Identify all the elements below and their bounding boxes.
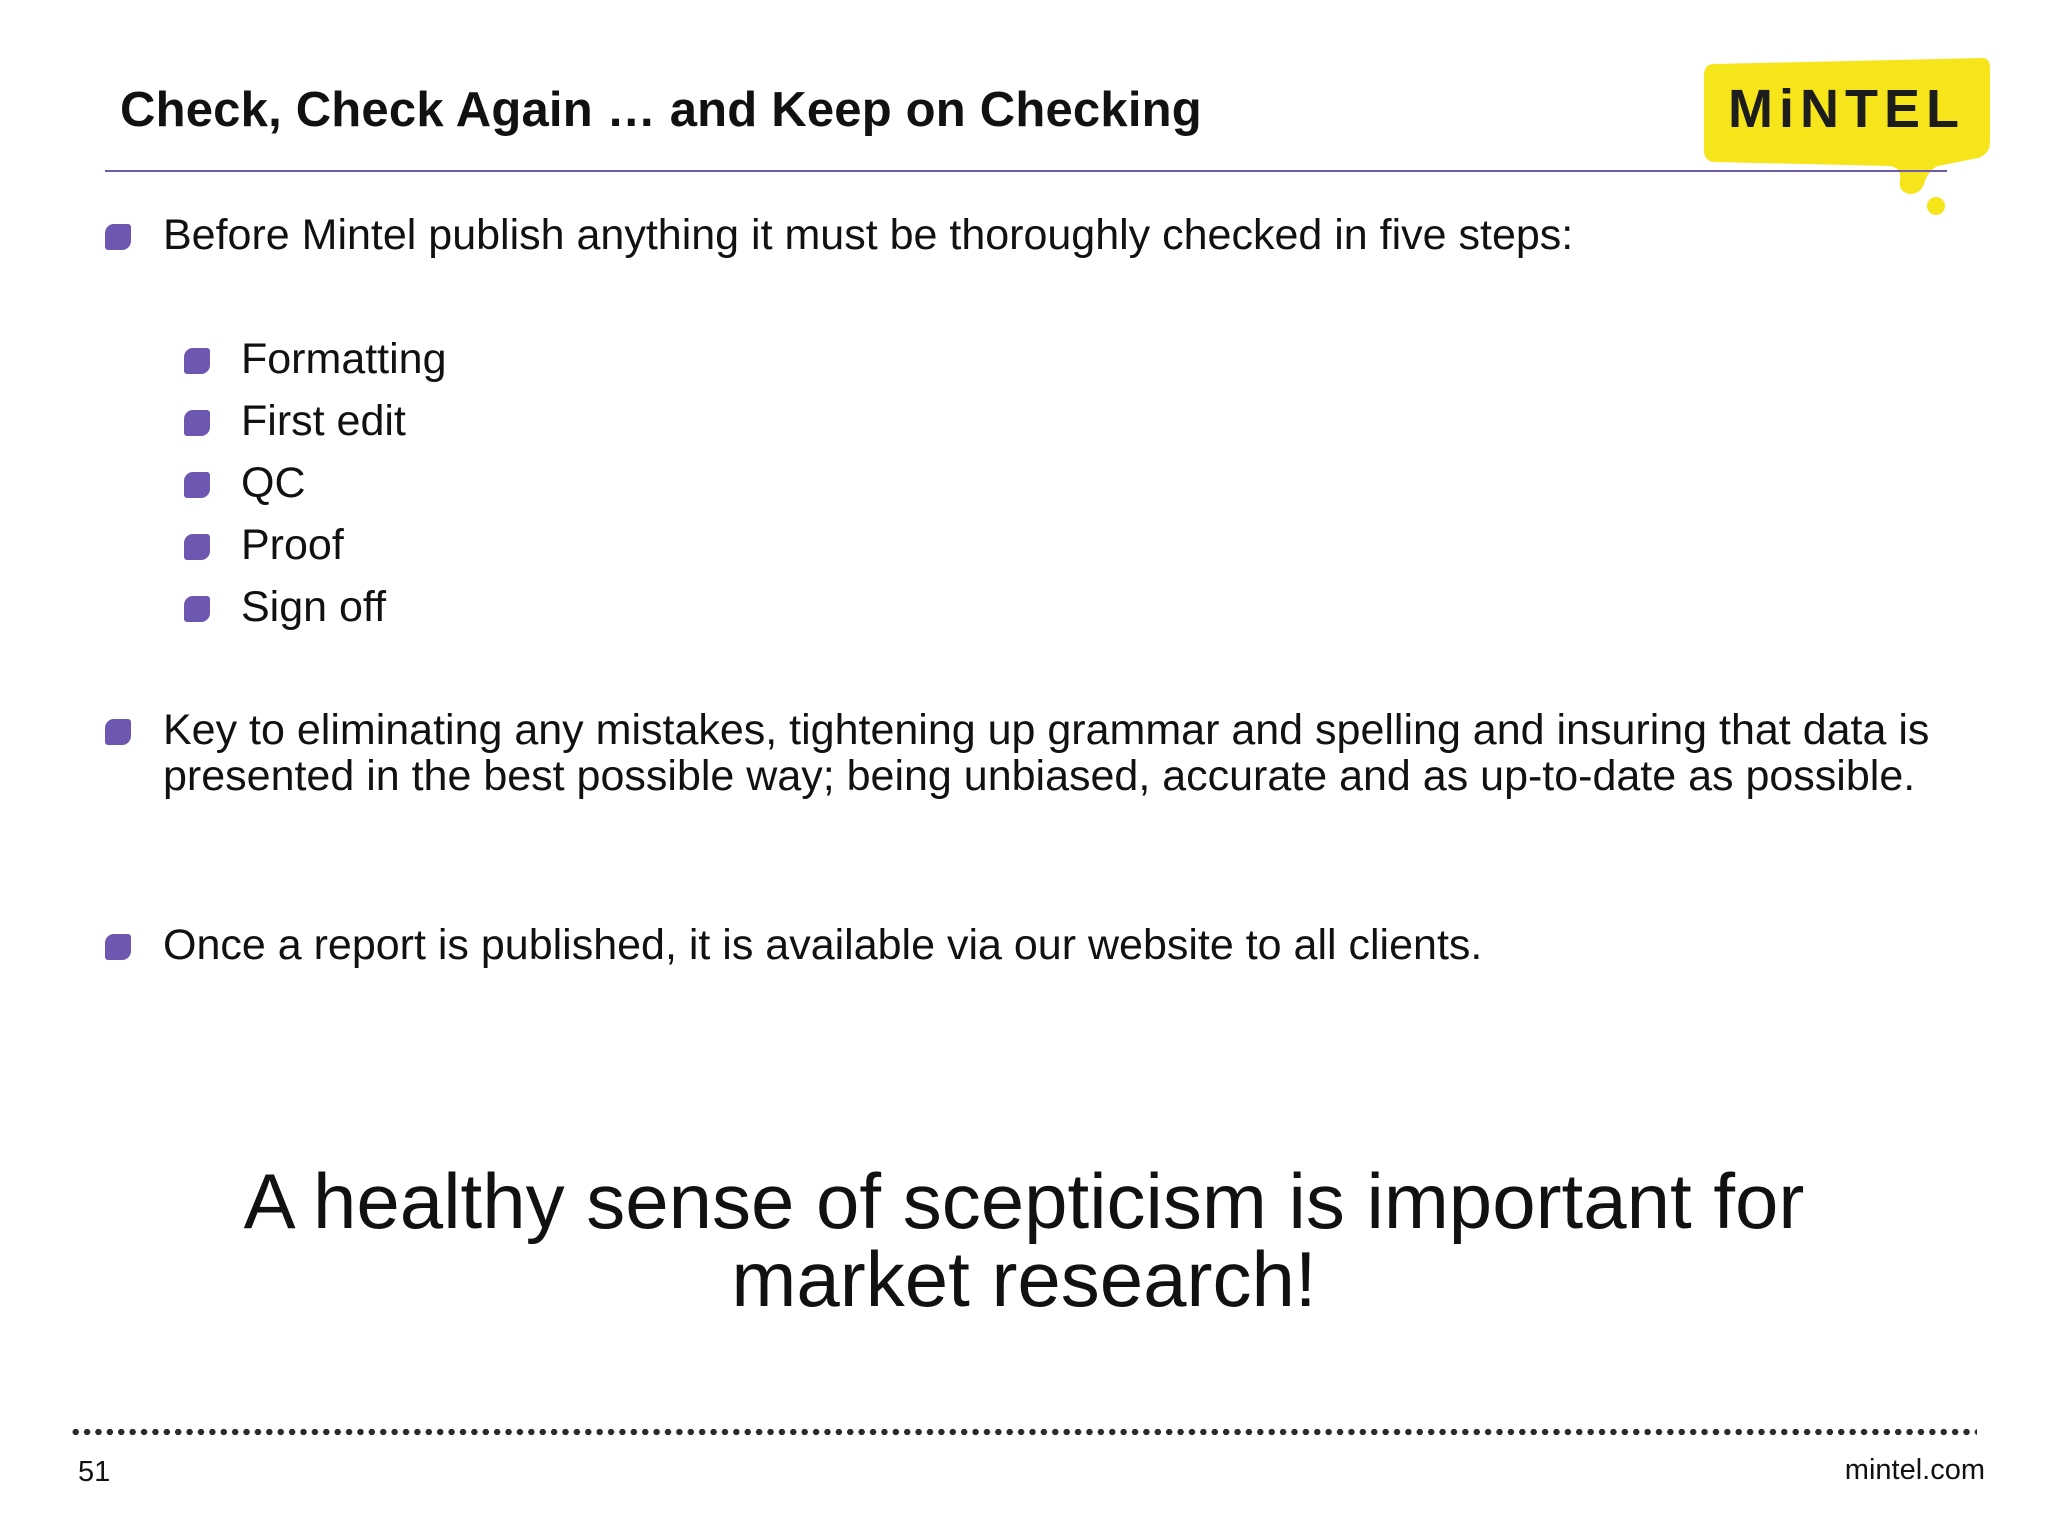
bullet-icon [105,934,131,960]
step-text: QC [241,459,306,507]
step-item [184,584,386,630]
bullet-text: Before Mintel publish anything it must be thoroughly checked in five steps: [163,211,1574,259]
step-text: Formatting [241,335,447,383]
logo-wordmark: MiNTEL [1728,79,1965,139]
step-item [184,460,306,506]
bullet-text: Once a report is published, it is available via our website to all clients. [163,921,1483,969]
bullet-item [105,707,1935,799]
tagline: A healthy sense of scepticism is important for market research! [243,1157,1805,1323]
bullet-icon [184,534,210,560]
step-item [184,398,406,444]
footer-dotted-divider [70,1428,1977,1436]
step-item [184,522,344,568]
step-item [184,336,447,382]
bullet-item [105,922,1482,968]
bullet-icon [184,410,210,436]
page-number: 51 [78,1456,111,1488]
step-text: Sign off [241,583,387,631]
footer-url: mintel.com [1844,1454,1985,1486]
slide-title: Check, Check Again … and Keep on Checking [120,83,1202,137]
bullet-icon [184,348,210,374]
step-text: First edit [241,397,406,445]
bullet-text: Key to eliminating any mistakes, tightening up grammar and spelling and insuring that data is presented in the best possible way; being unbiased, accurate and as up-to-date as possible. [163,706,1930,800]
title-divider [105,170,1947,172]
bullet-icon [105,719,131,745]
bullet-icon [105,224,131,250]
bullet-icon [184,596,210,622]
bullet-item [105,212,1573,258]
mintel-logo [1700,58,1990,218]
bullet-icon [184,472,210,498]
step-text: Proof [241,521,344,569]
